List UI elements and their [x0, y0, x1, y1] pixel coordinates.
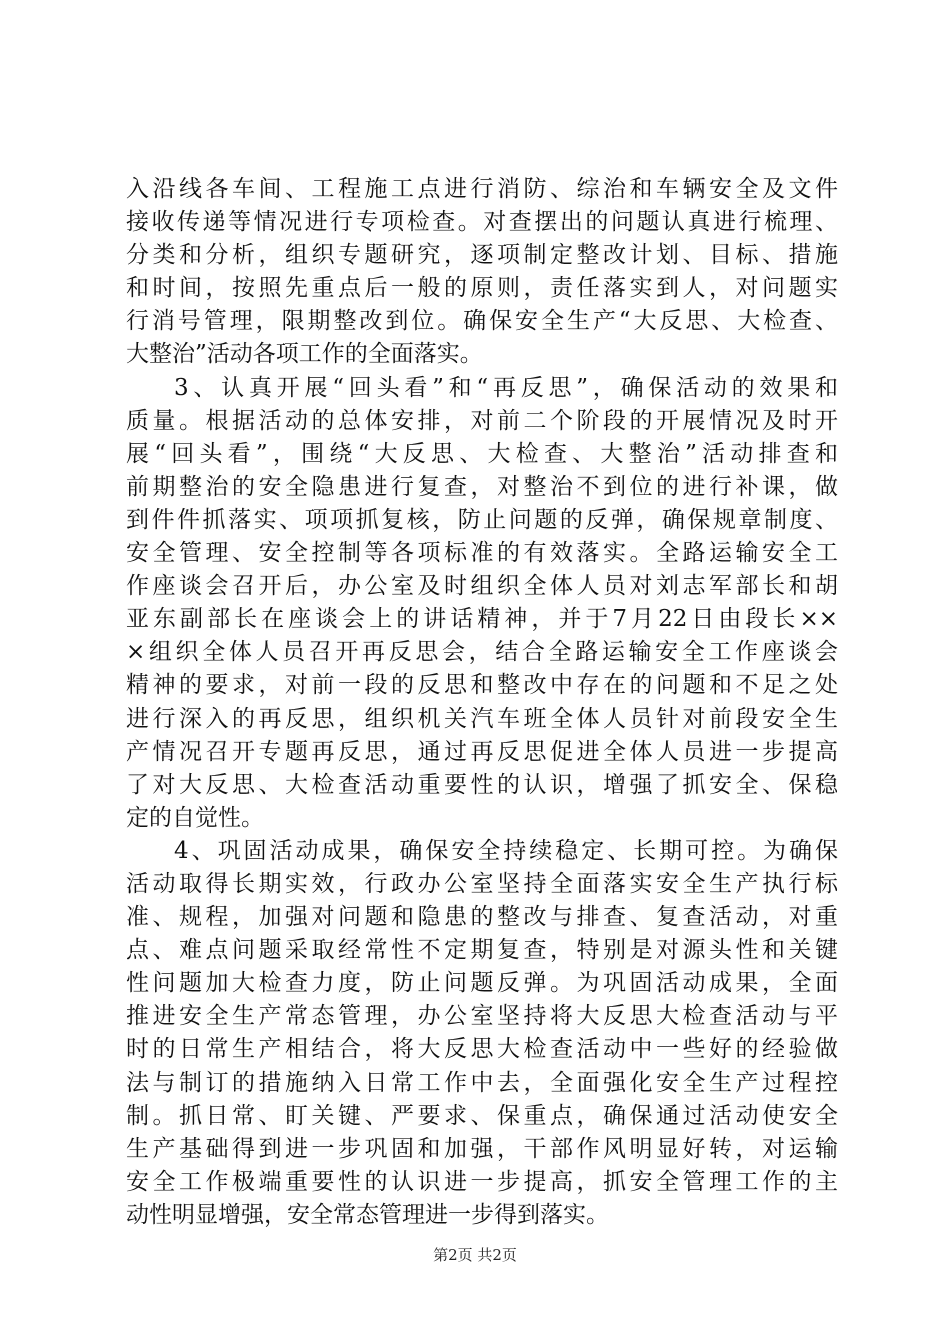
text-line: 前期整治的安全隐患进行复查，对整治不到位的进行补课，做 — [126, 473, 838, 500]
text-line: 行消号管理，限期整改到位。确保安全生产“大反思、大检查、 — [126, 308, 838, 335]
text-line: 准、规程，加强对问题和隐患的整改与排查、复查活动，对重 — [126, 904, 838, 931]
page-footer: 第2页 共2页 — [433, 1246, 517, 1264]
text-line: 定的自觉性。 — [126, 804, 264, 831]
text-line: 推进安全生产常态管理，办公室坚持将大反思大检查活动与平 — [126, 1003, 838, 1030]
text-line: 亚东副部长在座谈会上的讲话精神，并于7月22日由段长×× — [126, 606, 838, 633]
text-line: 4、巩固活动成果，确保安全持续稳定、长期可控。为确保 — [174, 837, 838, 864]
document-body — [126, 173, 838, 1232]
text-line: 点、难点问题采取经常性不定期复查，特别是对源头性和关键 — [126, 937, 838, 964]
text-line: 时的日常生产相结合，将大反思大检查活动中一些好的经验做 — [126, 1036, 838, 1063]
text-line: 性问题加大检查力度，防止问题反弹。为巩固活动成果，全面 — [126, 970, 838, 997]
text-line: 3、认真开展“回头看”和“再反思”，确保活动的效果和 — [174, 374, 838, 401]
text-line: 了对大反思、大检查活动重要性的认识，增强了抓安全、保稳 — [126, 771, 838, 798]
text-line: 入沿线各车间、工程施工点进行消防、综治和车辆安全及文件 — [126, 176, 838, 202]
text-line: 和时间，按照先重点后一般的原则，责任落实到人，对问题实 — [126, 275, 838, 302]
text-line: 生产基础得到进一步巩固和加强，干部作风明显好转，对运输 — [126, 1135, 838, 1162]
text-line: 展“回头看”，围绕“大反思、大检查、大整治”活动排查和 — [126, 440, 838, 467]
text-line: 分类和分析，组织专题研究，逐项制定整改计划、目标、措施 — [126, 242, 838, 269]
text-line: 安全工作极端重要性的认识进一步提高，抓安全管理工作的主 — [126, 1168, 838, 1195]
text-line: 大整治”活动各项工作的全面落实。 — [126, 341, 483, 368]
text-line: 接收传递等情况进行专项检查。对查摆出的问题认真进行梳理、 — [126, 209, 838, 236]
text-line: 精神的要求，对前一段的反思和整改中存在的问题和不足之处 — [126, 672, 838, 699]
text-line: 法与制订的措施纳入日常工作中去，全面强化安全生产过程控 — [126, 1069, 838, 1096]
text-line: 作座谈会召开后，办公室及时组织全体人员对刘志军部长和胡 — [126, 573, 838, 600]
text-line: 安全管理、安全控制等各项标准的有效落实。全路运输安全工 — [126, 540, 838, 567]
text-line: 活动取得长期实效，行政办公室坚持全面落实安全生产执行标 — [126, 870, 838, 897]
text-line: 质量。根据活动的总体安排，对前二个阶段的开展情况及时开 — [126, 407, 838, 434]
text-line: 动性明显增强，安全常态管理进一步得到落实。 — [126, 1201, 609, 1228]
text-line: ×组织全体人员召开再反思会，结合全路运输安全工作座谈会 — [126, 639, 838, 666]
text-line: 到件件抓落实、项项抓复核，防止问题的反弹，确保规章制度、 — [126, 506, 838, 533]
text-line: 产情况召开专题再反思，通过再反思促进全体人员进一步提高 — [126, 738, 838, 765]
text-line: 进行深入的再反思，组织机关汽车班全体人员针对前段安全生 — [126, 705, 838, 732]
text-line: 制。抓日常、盯关键、严要求、保重点，确保通过活动使安全 — [126, 1102, 838, 1129]
